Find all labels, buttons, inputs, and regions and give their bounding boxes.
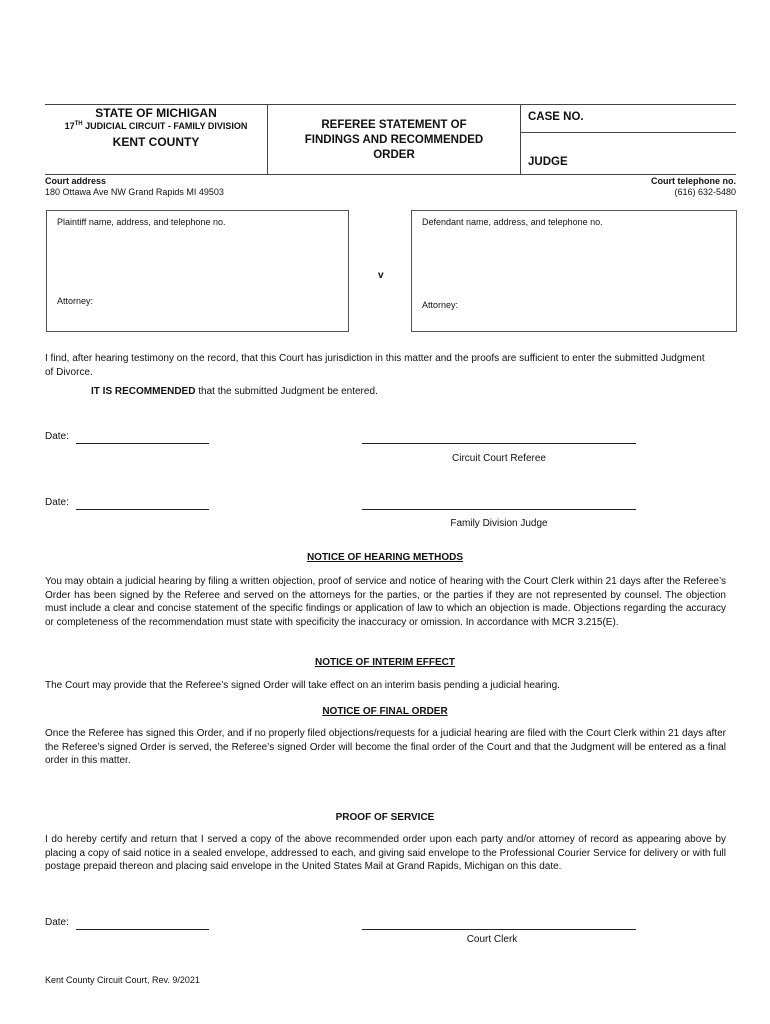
clerk-caption: Court Clerk <box>466 934 518 945</box>
header-bottom-rule <box>45 174 736 175</box>
hearing-methods-text: You may obtain a judicial hearing by filing a written objection, proof of service and notice of hearing with the Court Clerk within 21 days after the Referee’s Order has been signed by the Referee and served on the attorneys for the parties, or the parties if they are not represented by counsel. The objection must include a clear and concise statement of the specific findings or application of law to which an objection is made. Objections regarding the accuracy or completeness of the recommendation must state with specificity the inaccuracy or omission. In accordance with MCR 3.215(E). <box>45 576 726 628</box>
form-title-line-3: ORDER <box>373 149 415 161</box>
state-name: STATE OF MICHIGAN <box>95 106 217 120</box>
hearing-methods-heading: NOTICE OF HEARING METHODS <box>306 552 464 563</box>
circuit-division: JUDICIAL CIRCUIT - FAMILY DIVISION <box>82 121 248 131</box>
footer-revision: Kent County Circuit Court, Rev. 9/2021 <box>45 975 200 985</box>
form-title-line-2: FINDINGS AND RECOMMENDED <box>304 134 484 146</box>
court-address-label: Court address <box>45 176 107 186</box>
judge-caption: Family Division Judge <box>450 518 548 529</box>
interim-effect-text: The Court may provide that the Referee’s signed Order will take effect on an interim basis pending a judicial hearing. <box>45 680 560 691</box>
header-divider-2 <box>520 104 521 174</box>
proof-of-service-text: I do hereby certify and return that I served a copy of the above recommended order upon each party and/or attorney of record as appearing above by placing a copy of said notice in a sealed envelope, addressed to each, and giving said envelope to the Professional Courier Service for delivery or with full postage prepaid thereon and placing said envelope in the United States Mail at Grand Rapids, Michigan on this date. <box>45 834 726 873</box>
court-phone-label: Court telephone no. <box>651 176 736 186</box>
judge-signature-line[interactable] <box>362 509 636 510</box>
final-order-heading: NOTICE OF FINAL ORDER <box>322 706 448 717</box>
recommendation-line <box>91 386 378 397</box>
interim-effect-heading: NOTICE OF INTERIM EFFECT <box>315 657 455 668</box>
defendant-attorney-label: Attorney: <box>422 300 459 310</box>
referee-signature-line[interactable] <box>362 443 636 444</box>
defendant-label: Defendant name, address, and telephone no. <box>422 217 603 227</box>
versus-label: v <box>378 270 384 281</box>
final-order-text: Once the Referee has signed this Order, and if no properly filed objections/requests for a judicial hearing are filed with the Court Clerk within 21 days after the Referee’s signed Order is served, the Referee’s signed Order will become the final order of the Court and that the Judgment will be entered as a final order in this matter. <box>45 728 726 767</box>
referee-date-label: Date: <box>45 431 69 442</box>
defendant-box[interactable] <box>411 210 737 332</box>
case-no-rule <box>520 132 736 133</box>
form-title-line-1: REFEREE STATEMENT OF <box>321 119 467 131</box>
judge-label: JUDGE <box>528 156 568 168</box>
judge-date-label: Date: <box>45 497 69 508</box>
plaintiff-box[interactable] <box>46 210 349 332</box>
county-name: KENT COUNTY <box>112 135 200 149</box>
header-top-rule <box>45 104 736 105</box>
court-phone-value: (616) 632-5480 <box>674 187 736 197</box>
referee-caption: Circuit Court Referee <box>452 453 546 464</box>
plaintiff-label: Plaintiff name, address, and telephone no. <box>57 217 226 227</box>
court-address-value: 180 Ottawa Ave NW Grand Rapids MI 49503 <box>45 187 224 197</box>
case-no-label: CASE NO. <box>528 111 584 123</box>
clerk-date-field[interactable] <box>76 929 209 930</box>
proof-of-service-heading: PROOF OF SERVICE <box>335 812 435 823</box>
clerk-signature-line[interactable] <box>362 929 636 930</box>
circuit-ordinal: TH <box>74 121 83 127</box>
circuit-number: 17 <box>64 121 75 131</box>
form-title <box>268 118 520 163</box>
judge-date-field[interactable] <box>76 509 209 510</box>
referee-date-field[interactable] <box>76 443 209 444</box>
findings-paragraph: I find, after hearing testimony on the record, that this Court has jurisdiction in this matter and the proofs are sufficient to enter the submitted Judgment of Divorce. <box>45 353 705 378</box>
judicial-circuit <box>45 121 267 131</box>
recommendation-bold: IT IS RECOMMENDED <box>91 386 196 397</box>
clerk-date-label: Date: <box>45 917 69 928</box>
recommendation-text: that the submitted Judgment be entered. <box>195 386 378 397</box>
plaintiff-attorney-label: Attorney: <box>57 296 94 306</box>
